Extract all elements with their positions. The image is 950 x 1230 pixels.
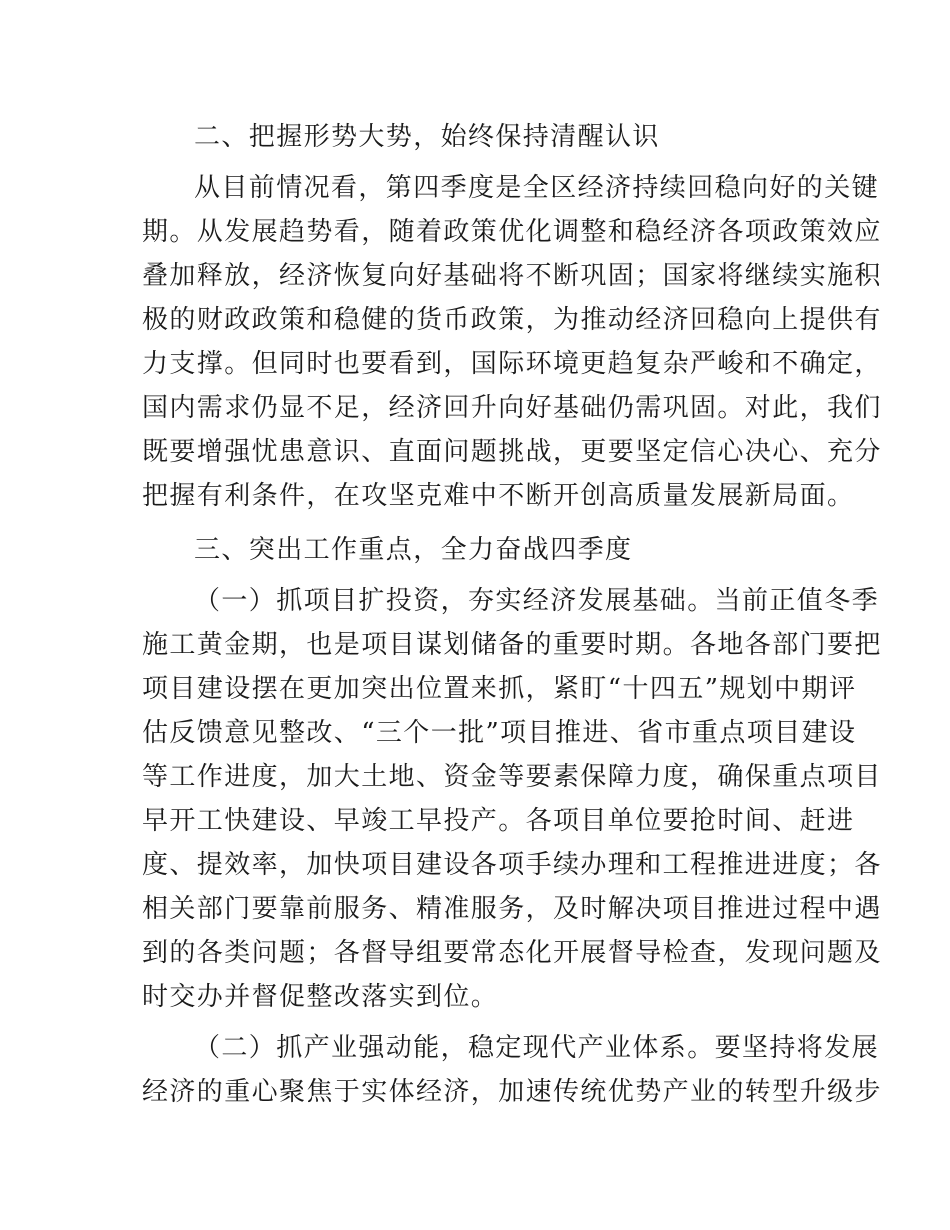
text-line: 三、突出工作重点，全力奋战四季度: [194, 535, 633, 565]
text-line: 国内需求仍显不足，经济回升向好基础仍需巩固。对此，我们: [142, 393, 882, 423]
text-line: 从目前情况看，第四季度是全区经济持续回稳向好的关键: [194, 173, 880, 203]
text-line: 相关部门要靠前服务、精准服务，及时解决项目推进过程中遇: [142, 894, 882, 924]
text-line: （一）抓项目扩投资，夯实经济发展基础。当前正值冬季: [194, 586, 880, 616]
text-line: 项目建设摆在更加突出位置来抓，紧盯“十四五”规划中期评: [142, 674, 857, 704]
text-line: 极的财政政策和稳健的货币政策，为推动经济回稳向上提供有: [142, 305, 882, 335]
text-line: 到的各类问题；各督导组要常态化开展督导检查，发现问题及: [142, 938, 882, 968]
text-line: 叠加释放，经济恢复向好基础将不断巩固；国家将继续实施积: [142, 261, 882, 291]
text-line: 施工黄金期，也是项目谋划储备的重要时期。各地各部门要把: [142, 630, 882, 660]
text-line: 既要增强忧患意识、直面问题挑战，更要坚定信心决心、充分: [142, 437, 882, 467]
text-line: 二、把握形势大势，始终保持清醒认识: [194, 122, 660, 152]
text-line: 等工作进度，加大土地、资金等要素保障力度，确保重点项目: [142, 762, 882, 792]
text-line: 估反馈意见整改、“三个一批”项目推进、省市重点项目建设: [142, 718, 857, 748]
text-line: 度、提效率，加快项目建设各项手续办理和工程推进进度；各: [142, 850, 882, 880]
text-line: 时交办并督促整改落实到位。: [142, 982, 499, 1012]
text-line: 早开工快建设、早竣工早投产。各项目单位要抢时间、赶进: [142, 806, 855, 836]
text-line: 经济的重心聚焦于实体经济，加速传统优势产业的转型升级步: [142, 1077, 882, 1107]
text-line: 期。从发展趋势看，随着政策优化调整和稳经济各项政策效应: [142, 217, 882, 247]
text-line: （二）抓产业强动能，稳定现代产业体系。要坚持将发展: [194, 1033, 880, 1063]
text-line: 力支撑。但同时也要看到，国际环境更趋复杂严峻和不确定，: [142, 349, 882, 379]
text-line: 把握有利条件，在攻坚克难中不断开创高质量发展新局面。: [142, 481, 855, 511]
